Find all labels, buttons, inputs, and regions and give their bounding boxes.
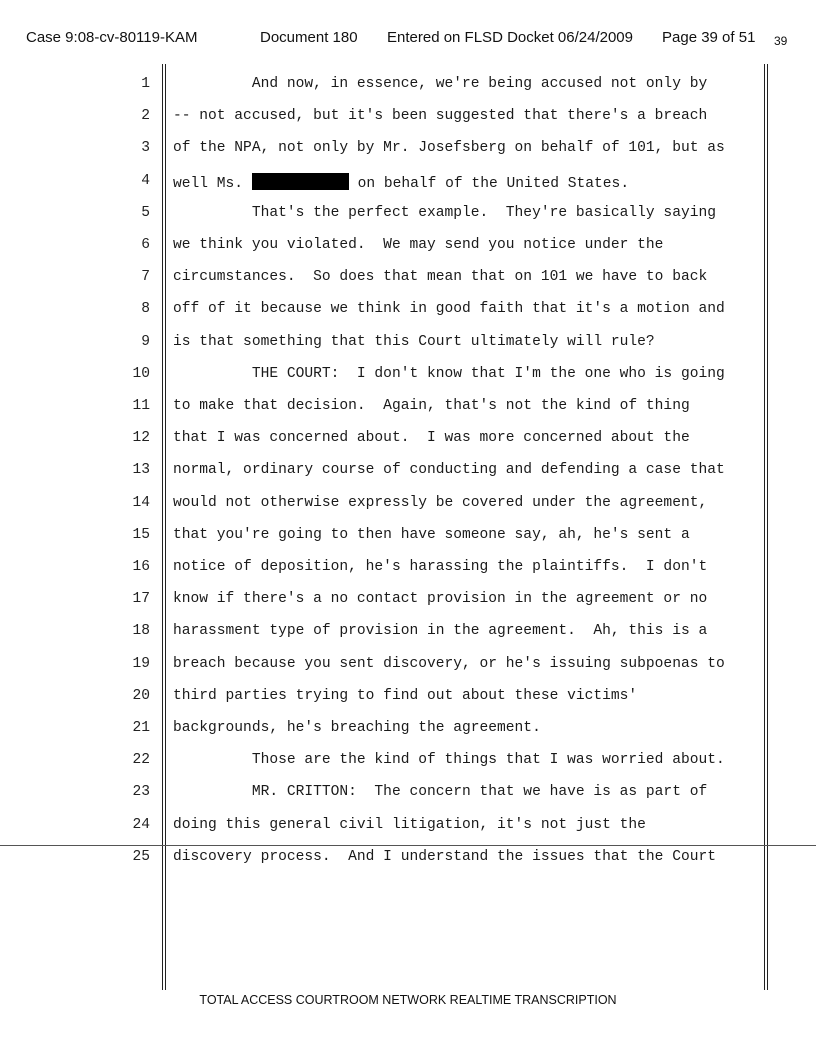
line-number: 19 [132,655,150,672]
line-text: -- not accused, but it's been suggested that there's a breach [173,108,708,125]
transcript-line [0,366,816,390]
page-number: 39 [774,34,788,48]
transcript-line [0,495,816,519]
line-number: 3 [141,140,150,157]
line-number: 23 [132,784,150,801]
redaction-bar [252,173,349,190]
line-number: 17 [132,591,150,608]
line-number: 16 [132,559,150,575]
transcript-line [0,301,816,325]
line-number: 8 [141,301,150,318]
line-text: notice of deposition, he's harassing the plaintiffs. I don't [173,559,708,575]
page-header [0,29,816,51]
line-text: third parties trying to find out about these victims' [173,687,638,704]
transcript-line [0,752,816,776]
line-text: to make that decision. Again, that's not the kind of thing [173,398,690,414]
transcript-line [0,205,816,229]
document-number: Document 180 [260,29,358,46]
line-text: breach because you sent discovery, or he's issuing subpoenas to [173,655,725,672]
transcript-line [0,623,816,647]
transcript-line [0,398,816,422]
docket-entry: Entered on FLSD Docket 06/24/2009 [387,29,633,46]
transcript-line [0,849,816,873]
line-number: 24 [132,816,150,833]
transcript-line [0,591,816,615]
transcript-line [0,462,816,486]
line-text: that you're going to then have someone say, ah, he's sent a [173,526,690,543]
transcript-line [0,688,816,712]
line-number: 9 [141,333,150,350]
transcript-line [0,108,816,132]
transcript-line [0,559,816,583]
horizontal-scan-line [0,845,816,846]
line-text: MR. CRITTON: The concern that we have is as part of [173,784,708,801]
line-text: Those are the kind of things that I was worried about. [173,752,725,769]
line-text: That's the perfect example. They're basically saying [173,204,716,221]
line-number: 20 [132,687,150,704]
line-text: would not otherwise expressly be covered under the agreement, [173,494,708,511]
line-text: is that something that this Court ultimately will rule? [173,333,655,350]
line-number: 2 [141,108,150,125]
line-text: And now, in essence, we're being accused not only by [173,76,708,92]
line-text: THE COURT: I don't know that I'm the one who is going [173,365,725,382]
transcript-line [0,817,816,841]
line-text: we think you violated. We may send you notice under the [173,237,664,253]
line-number: 25 [132,848,150,865]
line-text: backgrounds, he's breaching the agreement. [173,720,541,736]
transcript-line [0,656,816,680]
line-text: know if there's a no contact provision in the agreement or no [173,591,708,608]
line-text-after-redaction: on behalf of the United States. [348,175,630,192]
line-number: 18 [132,623,150,640]
line-number: 21 [132,720,150,736]
line-text: of the NPA, not only by Mr. Josefsberg on behalf of 101, but as [173,140,725,157]
line-text: that I was concerned about. I was more concerned about the [173,430,690,447]
line-number: 22 [132,752,150,769]
line-text: off of it because we think in good faith that it's a motion and [173,301,725,318]
line-number: 12 [132,430,150,447]
transcript-line [0,76,816,100]
transcript-line [0,430,816,454]
transcript-footer: TOTAL ACCESS COURTROOM NETWORK REALTIME TRANSCRIPTION [199,993,617,1007]
transcript-line [0,784,816,808]
line-number: 5 [141,204,150,221]
line-number: 13 [132,462,150,479]
transcript-line [0,173,816,197]
line-number: 7 [141,269,150,286]
line-text: circumstances. So does that mean that on 101 we have to back [173,269,708,286]
transcript-line [0,140,816,164]
line-number: 1 [141,76,150,92]
line-text-before-redaction: well Ms. [173,175,252,192]
transcript-line [0,334,816,358]
line-text: discovery process. And I understand the issues that the Court [173,848,716,865]
line-text: normal, ordinary course of conducting and defending a case that [173,462,725,479]
transcript-line [0,237,816,261]
transcript-line [0,269,816,293]
line-number: 15 [132,526,150,543]
line-text: doing this general civil litigation, it's not just the [173,816,646,833]
line-number: 11 [132,398,150,414]
transcript-line [0,527,816,551]
line-number: 6 [141,237,150,253]
transcript-line [0,720,816,744]
line-number: 14 [132,494,150,511]
line-text: harassment type of provision in the agreement. Ah, this is a [173,623,708,640]
line-number: 4 [141,172,150,189]
page-of: Page 39 of 51 [662,29,756,46]
line-text [173,173,629,192]
case-number: Case 9:08-cv-80119-KAM [26,29,198,46]
line-number: 10 [132,365,150,382]
